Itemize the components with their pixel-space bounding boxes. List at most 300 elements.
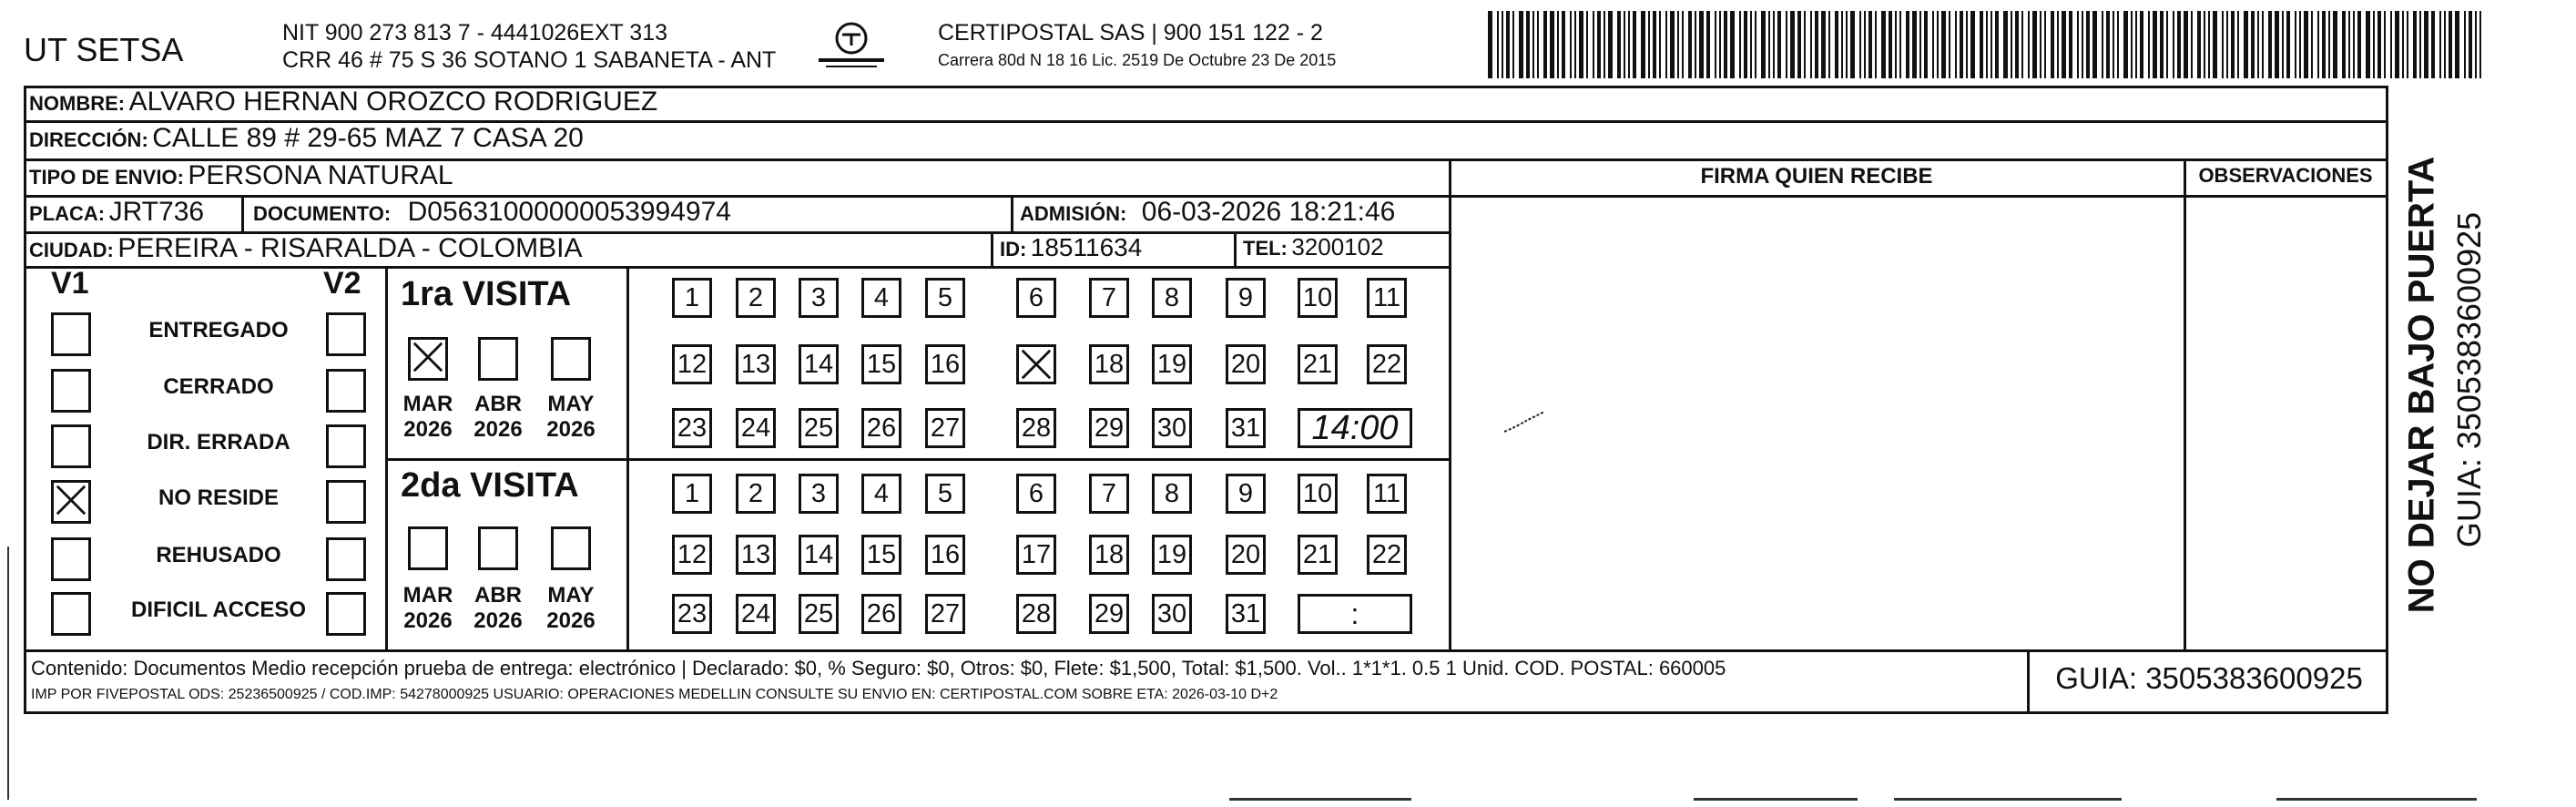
barcode-bar bbox=[2455, 11, 2459, 78]
documento-label: DOCUMENTO: bbox=[253, 202, 392, 225]
day-box[interactable]: 2 bbox=[736, 278, 776, 318]
day-box[interactable]: 16 bbox=[925, 535, 965, 575]
visit-state-label: ENTREGADO bbox=[148, 318, 289, 342]
barcode-bar bbox=[1924, 11, 1928, 78]
tipo-row bbox=[29, 160, 453, 191]
day-box[interactable]: 3 bbox=[799, 474, 839, 514]
barcode-bar bbox=[1906, 11, 1909, 78]
nit-line: NIT 900 273 813 7 - 4441026EXT 313 bbox=[282, 20, 668, 46]
id-value: 18511634 bbox=[1030, 233, 1143, 261]
barcode-bar bbox=[2113, 11, 2114, 78]
barcode-bar bbox=[1562, 11, 1565, 78]
barcode-bar bbox=[1941, 11, 1946, 78]
month-label bbox=[462, 583, 535, 634]
barcode-bar bbox=[2295, 11, 2296, 78]
left-margin-line bbox=[7, 547, 9, 800]
month-name: MAR bbox=[402, 392, 453, 416]
barcode-bar bbox=[2475, 11, 2477, 78]
day-box[interactable]: 18 bbox=[1089, 344, 1129, 384]
barcode-bar bbox=[1502, 11, 1503, 78]
day-box[interactable]: 24 bbox=[736, 408, 776, 448]
barcode-bar bbox=[2424, 11, 2428, 78]
day-box[interactable]: 7 bbox=[1089, 278, 1129, 318]
month-label bbox=[392, 392, 464, 443]
month-name: MAR bbox=[402, 583, 453, 608]
barcode-bar bbox=[1986, 11, 1988, 78]
day-box[interactable]: 6 bbox=[1016, 474, 1056, 514]
barcode-bar bbox=[2322, 11, 2326, 78]
barcode-bar bbox=[2222, 11, 2224, 78]
month-year: 2026 bbox=[473, 417, 523, 442]
barcode-bar bbox=[1543, 11, 1547, 78]
day-box[interactable] bbox=[1016, 344, 1056, 384]
day-box[interactable]: 18 bbox=[1089, 535, 1129, 575]
barcode-bar bbox=[2021, 11, 2023, 78]
barcode-bar bbox=[2051, 11, 2054, 78]
day-box[interactable]: 1 bbox=[672, 278, 712, 318]
barcode-bar bbox=[2148, 11, 2150, 78]
signature-mark bbox=[1502, 408, 1548, 435]
barcode-bar bbox=[1593, 11, 1594, 78]
barcode-bar bbox=[2040, 11, 2041, 78]
barcode-bar bbox=[2028, 11, 2030, 78]
barcode-bar bbox=[1665, 11, 1667, 78]
barcode-bar bbox=[1815, 11, 1818, 78]
tel-value: 3200102 bbox=[1291, 233, 1384, 260]
barcode-bar bbox=[2449, 11, 2452, 78]
barcode-bar bbox=[1761, 11, 1766, 78]
direccion-value: CALLE 89 # 29-65 MAZ 7 CASA 20 bbox=[152, 123, 584, 153]
barcode-bar bbox=[2135, 11, 2137, 78]
barcode-bar bbox=[1730, 11, 1735, 78]
barcode-bar bbox=[2173, 11, 2174, 78]
observaciones-label: OBSERVACIONES bbox=[2198, 164, 2373, 187]
barcode-bar bbox=[2342, 11, 2346, 78]
barcode-bar bbox=[2213, 11, 2217, 78]
barcode-bar bbox=[2257, 11, 2259, 78]
barcode-bar bbox=[1755, 11, 1756, 78]
placa-row bbox=[29, 197, 204, 228]
barcode-bar bbox=[1859, 11, 1861, 78]
barcode bbox=[1484, 11, 2486, 78]
month-name: ABR bbox=[474, 583, 522, 608]
day-box[interactable]: 2 bbox=[736, 474, 776, 514]
barcode-bar bbox=[2226, 11, 2228, 78]
v1-checkbox[interactable] bbox=[51, 480, 91, 524]
barcode-bar bbox=[2407, 11, 2408, 78]
day-box[interactable]: 10 bbox=[1298, 474, 1338, 514]
barcode-bar bbox=[2102, 11, 2103, 78]
nombre-row bbox=[29, 87, 657, 117]
barcode-bar bbox=[1574, 11, 1576, 78]
barcode-bar bbox=[2469, 11, 2472, 78]
month-checkbox[interactable] bbox=[551, 526, 591, 570]
documento-row bbox=[253, 197, 731, 228]
barcode-bar bbox=[2282, 11, 2284, 78]
second-visit-title: 2da VISITA bbox=[401, 466, 579, 505]
barcode-bar bbox=[1744, 11, 1747, 78]
barcode-bar bbox=[2086, 11, 2090, 78]
barcode-bar bbox=[1937, 11, 1939, 78]
day-box[interactable]: 9 bbox=[1226, 474, 1266, 514]
barcode-bar bbox=[1919, 11, 1921, 78]
barcode-bar bbox=[2479, 11, 2481, 78]
visit-state-label: NO RESIDE bbox=[158, 485, 280, 510]
day-box[interactable]: 31 bbox=[1226, 408, 1266, 448]
day-box[interactable]: 15 bbox=[861, 344, 901, 384]
month-label bbox=[535, 392, 607, 443]
first-visit-title: 1ra VISITA bbox=[401, 275, 572, 313]
day-box[interactable]: 24 bbox=[736, 594, 776, 634]
admision-row bbox=[1020, 197, 1395, 228]
day-box[interactable]: 13 bbox=[736, 344, 776, 384]
barcode-bar bbox=[1912, 11, 1917, 78]
day-box[interactable]: 19 bbox=[1152, 535, 1192, 575]
barcode-bar bbox=[1695, 11, 1696, 78]
barcode-bar bbox=[1966, 11, 1968, 78]
direccion-label: DIRECCIÓN: bbox=[29, 128, 148, 151]
barcode-bar bbox=[1688, 11, 1692, 78]
barcode-bar bbox=[1532, 11, 1534, 78]
no-dejar-bajo-puerta: NO DEJAR BAJO PUERTA bbox=[2401, 156, 2442, 614]
placa-value: JRT736 bbox=[108, 197, 205, 227]
side-guia: GUIA: 3505383600925 bbox=[2450, 211, 2488, 548]
barcode-bar bbox=[1895, 11, 1897, 78]
day-box[interactable]: 10 bbox=[1298, 278, 1338, 318]
day-box[interactable]: 20 bbox=[1226, 344, 1266, 384]
month-year: 2026 bbox=[403, 608, 453, 633]
day-box[interactable]: 26 bbox=[861, 408, 901, 448]
barcode-bar bbox=[2419, 11, 2421, 78]
barcode-bar bbox=[2131, 11, 2133, 78]
barcode-bar bbox=[1970, 11, 1975, 78]
id-label: ID: bbox=[1000, 238, 1027, 260]
v1-checkbox[interactable] bbox=[51, 424, 91, 468]
barcode-bar bbox=[1699, 11, 1704, 78]
visit-time-box[interactable]: 14:00 bbox=[1298, 408, 1412, 448]
day-box[interactable]: 4 bbox=[861, 474, 901, 514]
barcode-bar bbox=[2011, 11, 2012, 78]
day-box[interactable]: 4 bbox=[861, 278, 901, 318]
company-address: CRR 46 # 75 S 36 SOTANO 1 SABANETA - ANT bbox=[282, 47, 777, 73]
day-box[interactable]: 30 bbox=[1152, 408, 1192, 448]
barcode-bar bbox=[1550, 11, 1554, 78]
day-box[interactable]: 31 bbox=[1226, 594, 1266, 634]
ciudad-value: PEREIRA - RISARALDA - COLOMBIA bbox=[117, 233, 583, 263]
day-box[interactable]: 14 bbox=[799, 344, 839, 384]
barcode-bar bbox=[2062, 11, 2066, 78]
carrier-license: Carrera 80d N 18 16 Lic. 2519 De Octubre 23 De 2015 bbox=[938, 51, 1337, 69]
v2-checkbox[interactable] bbox=[326, 537, 366, 581]
barcode-bar bbox=[1899, 11, 1901, 78]
barcode-bar bbox=[2077, 11, 2079, 78]
v2-checkbox[interactable] bbox=[326, 424, 366, 468]
day-box[interactable]: 27 bbox=[925, 594, 965, 634]
barcode-bar bbox=[2082, 11, 2083, 78]
documento-value: D05631000000053994974 bbox=[407, 197, 731, 227]
month-name: MAY bbox=[547, 392, 595, 416]
barcode-bar bbox=[2431, 11, 2435, 78]
v2-checkbox[interactable] bbox=[326, 312, 366, 356]
day-box[interactable]: 17 bbox=[1016, 535, 1056, 575]
month-year: 2026 bbox=[546, 417, 596, 442]
day-box[interactable]: 21 bbox=[1298, 344, 1338, 384]
v1-checkbox[interactable] bbox=[51, 369, 91, 413]
barcode-bar bbox=[2439, 11, 2441, 78]
barcode-bar bbox=[2348, 11, 2350, 78]
barcode-bar bbox=[1777, 11, 1781, 78]
day-box[interactable]: 20 bbox=[1226, 535, 1266, 575]
day-box[interactable]: 25 bbox=[799, 408, 839, 448]
month-name: MAY bbox=[547, 583, 595, 608]
barcode-bar bbox=[2166, 11, 2168, 78]
barcode-bar bbox=[1797, 11, 1801, 78]
barcode-bar bbox=[2268, 11, 2272, 78]
certipostal-logo bbox=[815, 20, 888, 73]
contenido-line: Contenido: Documentos Medio recepción prueba de entrega: electrónico | Declarado: $0, % Seguro: $0, Otros: $0, Flete: $1,500, Total: $1,500. Vol.. 1*1*1. 0.5 1 Unid. COD. POSTAL: 660005 bbox=[31, 657, 1726, 679]
barcode-bar bbox=[1750, 11, 1752, 78]
barcode-bar bbox=[2184, 11, 2188, 78]
barcode-bar bbox=[1786, 11, 1787, 78]
tipo-value: PERSONA NATURAL bbox=[188, 160, 453, 190]
visit-state-label: DIFICIL ACCESO bbox=[130, 598, 306, 622]
day-box[interactable]: 30 bbox=[1152, 594, 1192, 634]
id-row bbox=[1000, 233, 1142, 262]
barcode-bar bbox=[1624, 11, 1625, 78]
barcode-bar bbox=[1570, 11, 1572, 78]
barcode-bar bbox=[2366, 11, 2370, 78]
barcode-bar bbox=[2244, 11, 2248, 78]
day-box[interactable]: 13 bbox=[736, 535, 776, 575]
barcode-bar bbox=[1641, 11, 1645, 78]
day-box[interactable]: 1 bbox=[672, 474, 712, 514]
barcode-bar bbox=[2032, 11, 2037, 78]
barcode-bar bbox=[1821, 11, 1826, 78]
month-year: 2026 bbox=[546, 608, 596, 633]
barcode-bar bbox=[1932, 11, 1934, 78]
day-box[interactable]: 29 bbox=[1089, 408, 1129, 448]
barcode-bar bbox=[2069, 11, 2072, 78]
barcode-bar bbox=[2328, 11, 2330, 78]
barcode-bar bbox=[1648, 11, 1650, 78]
barcode-bar bbox=[2333, 11, 2337, 78]
barcode-bar bbox=[2092, 11, 2097, 78]
barcode-bar bbox=[1653, 11, 1656, 78]
day-box[interactable]: 29 bbox=[1089, 594, 1129, 634]
day-box[interactable]: 11 bbox=[1367, 278, 1407, 318]
carrier-name: CERTIPOSTAL SAS | 900 151 122 - 2 bbox=[938, 20, 1323, 46]
barcode-bar bbox=[2057, 11, 2059, 78]
barcode-bar bbox=[1659, 11, 1661, 78]
day-box[interactable]: 26 bbox=[861, 594, 901, 634]
barcode-bar bbox=[2444, 11, 2446, 78]
day-box[interactable]: 12 bbox=[672, 535, 712, 575]
day-box[interactable]: 7 bbox=[1089, 474, 1129, 514]
day-box[interactable]: 5 bbox=[925, 278, 965, 318]
month-label bbox=[392, 583, 464, 634]
barcode-bar bbox=[2377, 11, 2381, 78]
month-checkbox[interactable] bbox=[408, 337, 448, 381]
barcode-bar bbox=[2299, 11, 2301, 78]
day-box[interactable]: 8 bbox=[1152, 474, 1192, 514]
barcode-bar bbox=[2204, 11, 2205, 78]
barcode-bar bbox=[2402, 11, 2404, 78]
barcode-bar bbox=[2311, 11, 2313, 78]
day-box[interactable]: 6 bbox=[1016, 278, 1056, 318]
day-box[interactable]: 22 bbox=[1367, 344, 1407, 384]
barcode-bar bbox=[1608, 11, 1613, 78]
footer-guia: GUIA: 3505383600925 bbox=[2055, 661, 2363, 695]
barcode-bar bbox=[2384, 11, 2386, 78]
barcode-bar bbox=[1875, 11, 1877, 78]
barcode-bar bbox=[2044, 11, 2046, 78]
placa-label: PLACA: bbox=[29, 202, 106, 225]
barcode-bar bbox=[2262, 11, 2264, 78]
barcode-bar bbox=[1497, 11, 1499, 78]
barcode-bar bbox=[2286, 11, 2290, 78]
barcode-bar bbox=[2373, 11, 2375, 78]
day-box[interactable]: 3 bbox=[799, 278, 839, 318]
ciudad-label: CIUDAD: bbox=[29, 239, 114, 261]
month-checkbox[interactable] bbox=[551, 337, 591, 381]
v2-label: V2 bbox=[323, 266, 361, 301]
barcode-bar bbox=[2177, 11, 2181, 78]
barcode-bar bbox=[1768, 11, 1770, 78]
admision-value: 06-03-2026 18:21:46 bbox=[1141, 197, 1396, 227]
barcode-bar bbox=[1955, 11, 1957, 78]
month-checkbox[interactable] bbox=[478, 337, 518, 381]
barcode-bar bbox=[2317, 11, 2319, 78]
tel-label: TEL: bbox=[1243, 237, 1288, 260]
day-box[interactable]: 11 bbox=[1367, 474, 1407, 514]
day-box[interactable]: 15 bbox=[861, 535, 901, 575]
barcode-bar bbox=[1579, 11, 1583, 78]
day-box[interactable]: 19 bbox=[1152, 344, 1192, 384]
barcode-bar bbox=[2106, 11, 2110, 78]
v2-checkbox[interactable] bbox=[326, 369, 366, 413]
day-box[interactable]: 9 bbox=[1226, 278, 1266, 318]
day-box[interactable]: 28 bbox=[1016, 594, 1056, 634]
bottom-artifacts bbox=[1184, 791, 2550, 796]
tel-row bbox=[1243, 233, 1384, 261]
barcode-bar bbox=[1488, 11, 1492, 78]
barcode-bar bbox=[1506, 11, 1510, 78]
barcode-bar bbox=[1633, 11, 1636, 78]
barcode-bar bbox=[2251, 11, 2255, 78]
barcode-bar bbox=[1519, 11, 1523, 78]
barcode-bar bbox=[2191, 11, 2193, 78]
day-box[interactable]: 16 bbox=[925, 344, 965, 384]
barcode-bar bbox=[1537, 11, 1539, 78]
barcode-bar bbox=[1881, 11, 1886, 78]
month-checkbox[interactable] bbox=[478, 526, 518, 570]
barcode-bar bbox=[1868, 11, 1872, 78]
day-box[interactable]: 22 bbox=[1367, 535, 1407, 575]
v1-checkbox[interactable] bbox=[51, 312, 91, 356]
barcode-bar bbox=[1949, 11, 1950, 78]
barcode-bar bbox=[1739, 11, 1741, 78]
day-box[interactable]: 27 bbox=[925, 408, 965, 448]
visit-time-box[interactable]: : bbox=[1298, 594, 1412, 634]
v1-label: V1 bbox=[51, 266, 89, 301]
visit-state-label: CERRADO bbox=[163, 374, 274, 399]
barcode-bar bbox=[1677, 11, 1679, 78]
barcode-bar bbox=[1841, 11, 1843, 78]
barcode-bar bbox=[1804, 11, 1806, 78]
day-box[interactable]: 23 bbox=[672, 408, 712, 448]
barcode-bar bbox=[1706, 11, 1710, 78]
barcode-bar bbox=[2208, 11, 2210, 78]
barcode-bar bbox=[2153, 11, 2157, 78]
barcode-bar bbox=[2353, 11, 2355, 78]
barcode-bar bbox=[2160, 11, 2164, 78]
barcode-bar bbox=[2231, 11, 2235, 78]
barcode-bar bbox=[1512, 11, 1514, 78]
day-box[interactable]: 23 bbox=[672, 594, 712, 634]
day-box[interactable]: 25 bbox=[799, 594, 839, 634]
barcode-bar bbox=[2395, 11, 2399, 78]
barcode-bar bbox=[2003, 11, 2008, 78]
v2-checkbox[interactable] bbox=[326, 592, 366, 636]
imp-line: IMP POR FIVEPOSTAL ODS: 25236500925 / COD.IMP: 54278000925 USUARIO: OPERACIONES MEDELLIN CONSULTE SU ENVIO EN: CERTIPOSTAL.COM SOBRE ETA: 2026-03-10 D+2 bbox=[31, 687, 1278, 702]
barcode-bar bbox=[2464, 11, 2466, 78]
barcode-bar bbox=[2237, 11, 2239, 78]
barcode-bar bbox=[1670, 11, 1675, 78]
barcode-bar bbox=[1810, 11, 1812, 78]
barcode-bar bbox=[2123, 11, 2128, 78]
barcode-bar bbox=[1960, 11, 1963, 78]
barcode-bar bbox=[1724, 11, 1727, 78]
v1-checkbox[interactable] bbox=[51, 592, 91, 636]
day-box[interactable]: 5 bbox=[925, 474, 965, 514]
month-label bbox=[462, 392, 535, 443]
month-checkbox[interactable] bbox=[408, 526, 448, 570]
barcode-bar bbox=[1828, 11, 1830, 78]
day-box[interactable]: 8 bbox=[1152, 278, 1192, 318]
barcode-bar bbox=[1835, 11, 1838, 78]
barcode-bar bbox=[1557, 11, 1559, 78]
month-name: ABR bbox=[474, 392, 522, 416]
barcode-bar bbox=[1790, 11, 1795, 78]
visit-state-label: DIR. ERRADA bbox=[147, 430, 290, 455]
barcode-bar bbox=[1889, 11, 1892, 78]
nombre-label: NOMBRE: bbox=[29, 92, 126, 115]
barcode-bar bbox=[1995, 11, 1999, 78]
month-year: 2026 bbox=[473, 608, 523, 633]
barcode-bar bbox=[2015, 11, 2019, 78]
barcode-bar bbox=[2304, 11, 2308, 78]
firma-label: FIRMA QUIEN RECIBE bbox=[1700, 164, 1933, 189]
month-label bbox=[535, 583, 607, 634]
barcode-bar bbox=[1980, 11, 1983, 78]
barcode-bar bbox=[2413, 11, 2417, 78]
day-box[interactable]: 14 bbox=[799, 535, 839, 575]
v1-checkbox[interactable] bbox=[51, 537, 91, 581]
barcode-bar bbox=[1586, 11, 1588, 78]
barcode-bar bbox=[1526, 11, 1530, 78]
barcode-bar bbox=[1850, 11, 1855, 78]
barcode-bar bbox=[1682, 11, 1684, 78]
barcode-bar bbox=[1604, 11, 1605, 78]
v2-checkbox[interactable] bbox=[326, 480, 366, 524]
direccion-row bbox=[29, 123, 584, 154]
day-box[interactable]: 28 bbox=[1016, 408, 1056, 448]
barcode-bar bbox=[2140, 11, 2143, 78]
day-box[interactable]: 21 bbox=[1298, 535, 1338, 575]
barcode-bar bbox=[1991, 11, 1992, 78]
admision-label: ADMISIÓN: bbox=[1020, 202, 1127, 225]
day-box[interactable]: 12 bbox=[672, 344, 712, 384]
